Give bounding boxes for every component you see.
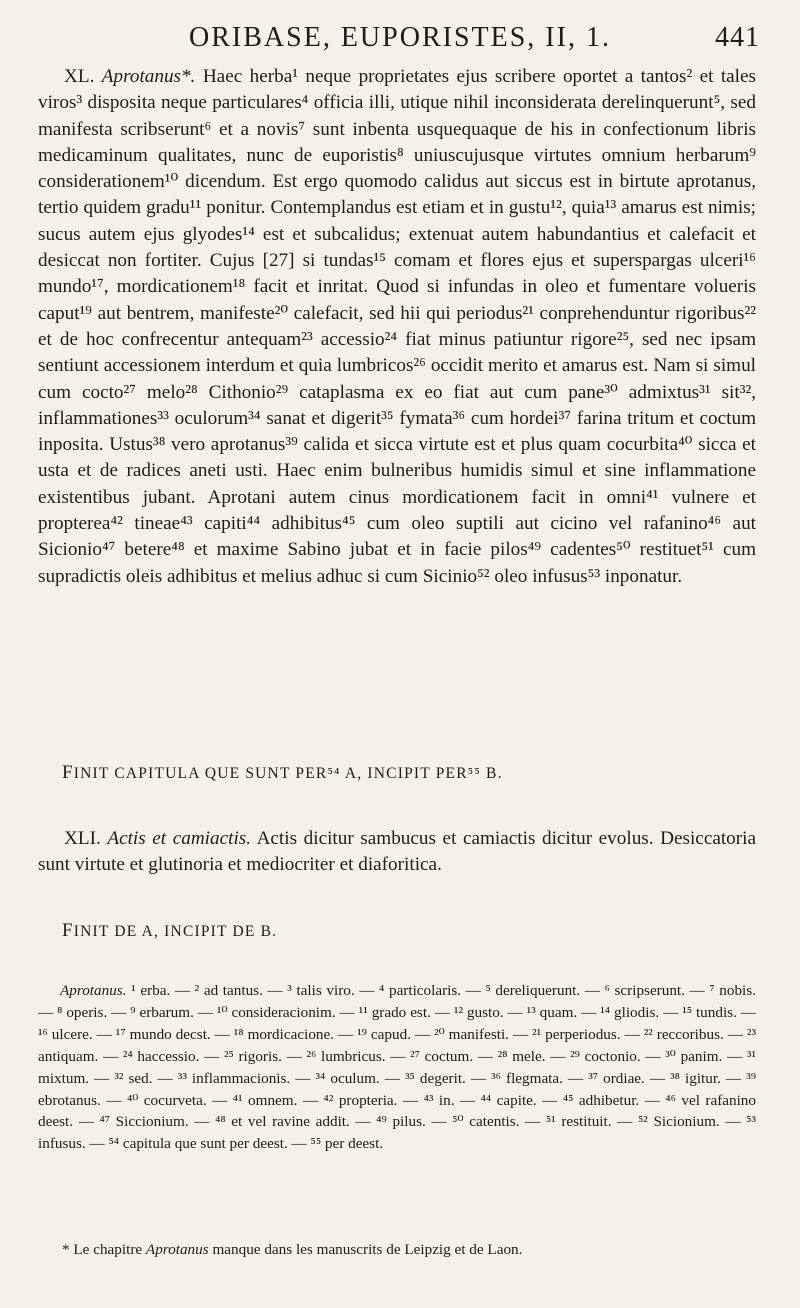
chapter-xl	[38, 64, 756, 590]
chapter-xli-paragraph	[38, 826, 756, 879]
finit-line-2	[62, 920, 762, 942]
apparatus-lemma: Aprotanus.	[60, 982, 127, 999]
page-header	[0, 22, 800, 56]
apparatus-text: ¹ erba. — ² ad tantus. — ³ talis viro. — ⁴ particolaris. — ⁵ dereliquerunt. — ⁶ scripserunt. — ⁷ nobis. — ⁸ operis. — ⁹ erbarum. — ¹⁰ consideracionim. — ¹¹ grado est. — ¹² gusto. — ¹³ quam. — ¹⁴ gliodis. — ¹⁵ tundis. — ¹⁶ ulcere. — ¹⁷ mundo decst. — ¹⁸ mordicacione. — ¹⁹ capud. — ²⁰ manifesti. — ²¹ perperiodus. — ²² reccoribus. — ²³ antiquam. — ²⁴ haccessio. — ²⁵ rigoris. — ²⁶ lumbricus. — ²⁷ coctum. — ²⁸ mele. — ²⁹ coctonio. — ³⁰ panim. — ³¹ mixtum. — ³² sed. — ³³ inflammacionis. — ³⁴ oculum. — ³⁵ degerit. — ³⁶ flegmata. — ³⁷ ordiae. — ³⁸ igitur. — ³⁹ ebrotanus. — ⁴⁰ cocurveta. — ⁴¹ omnem. — ⁴² propteria. — ⁴³ in. — ⁴⁴ capite. — ⁴⁵ adhibetur. — ⁴⁶ vel rafanino deest. — ⁴⁷ Siccionium. — ⁴⁸ et vel ravine addit. — ⁴⁹ pilus. — ⁵⁰ catentis. — ⁵¹ restituit. — ⁵² Sicionium. — ⁵³ infusus. — ⁵⁴ capitula que sunt per deest. — ⁵⁵ per deest.	[38, 982, 756, 1153]
chapter-number: XL.	[64, 66, 95, 87]
critical-apparatus	[38, 980, 756, 1155]
chapter-xl-paragraph	[38, 64, 756, 590]
chapter-xli	[38, 826, 756, 879]
chapter-lemma: Actis et camiactis.	[107, 828, 252, 849]
chapter-text: Actis dicitur sambucus et camiactis dicitur evolus. Desiccatoria sunt virtute et glutinoria et mediocriter et diaforitica.	[38, 828, 757, 876]
finit-text: INIT CAPITULA QUE SUNT PER⁵⁴ A, INCIPIT PER⁵⁵ B.	[73, 765, 503, 782]
footnote-before: Le chapitre	[69, 1241, 146, 1258]
finit-initial: F	[62, 762, 74, 783]
finit-line-1	[62, 762, 762, 784]
page-number: 441	[715, 22, 760, 53]
footnote	[62, 1240, 762, 1260]
variant-readings	[38, 980, 756, 1155]
running-title: ORIBASE, EUPORISTES, II, 1.	[189, 22, 611, 53]
finit-initial: F	[62, 920, 74, 941]
footnote-mark: *	[62, 1241, 70, 1258]
chapter-text: Haec herba¹ neque proprietates ejus scribere oportet a tantos² et tales viros³ disposita neque particulares⁴ officia illi, utique nihil inconsiderata derelinquerunt⁵, sed manifesta scribserunt⁶ et a novis⁷ sunt inbenta usquequaque de his in confectionum libris medicaminum qualitates, nunc de euporistis⁸ uniuscujusque virtutes omnium herbarum⁹ considerationem¹⁰ dicendum. Est ergo quomodo calidus aut siccus est in birtute aprotanus, tertio quidem gradu¹¹ ponitur. Contemplandus est etiam et in gustu¹², quia¹³ amarus est nimis; sucus autem ejus glyodes¹⁴ est et subcalidus; extenuat autem habundantius et calefacit et desiccat non fortiter. Cujus [27] si tundas¹⁵ comam et flores ejus et superspargas ulceri¹⁶ mundo¹⁷, mordicationem¹⁸ facit et inritat. Quod si infundas in oleo et fumentare volueris caput¹⁹ aut bentrem, manifeste²⁰ calefacit, sed hii qui periodus²¹ conprehenduntur rigoribus²² et de hoc confrecentur antequam²³ accessio²⁴ fiat minus patiuntur rigore²⁵, sed nec ipsam sentiunt accessionem interdum et quia lumbricos²⁶ occidit merito et amarus est. Nam si simul cum cocto²⁷ melo²⁸ Cithonio²⁹ cataplasma ex eo fiat aut cum pane³⁰ admixtus³¹ sit³², inflammationes³³ oculorum³⁴ sanat et digerit³⁵ fymata³⁶ cum hordei³⁷ farina tritum et coctum inposita. Ustus³⁸ vero aprotanus³⁹ calida et sicca virtute est et plus quam cocurbita⁴⁰ sicca et usta et de radices aneti usti. Haec enim bulneribus humidis simul et sine inflammatione existentibus jubant. Aprotani autem cinus mordicationem facit in omni⁴¹ vulnere et propterea⁴² tineae⁴³ capiti⁴⁴ adhibitus⁴⁵ cum oleo suptili aut cicino vel rafanino⁴⁶ aut Sicionio⁴⁷ betere⁴⁸ et maxime Sabino jubat et in facie pilos⁴⁹ cadentes⁵⁰ restituet⁵¹ cum supradictis oleis adhibitus et melius adhuc si cum Sicinio⁵² oleo infusus⁵³ inponatur.	[38, 66, 756, 587]
footnote-after: manque dans les manuscrits de Leipzig et de Laon.	[208, 1241, 523, 1258]
finit-text: INIT DE A, INCIPIT DE B.	[73, 923, 278, 940]
chapter-lemma: Aprotanus*.	[101, 66, 196, 87]
chapter-number: XLI.	[64, 828, 101, 849]
footnote-lemma: Aprotanus	[145, 1241, 209, 1258]
